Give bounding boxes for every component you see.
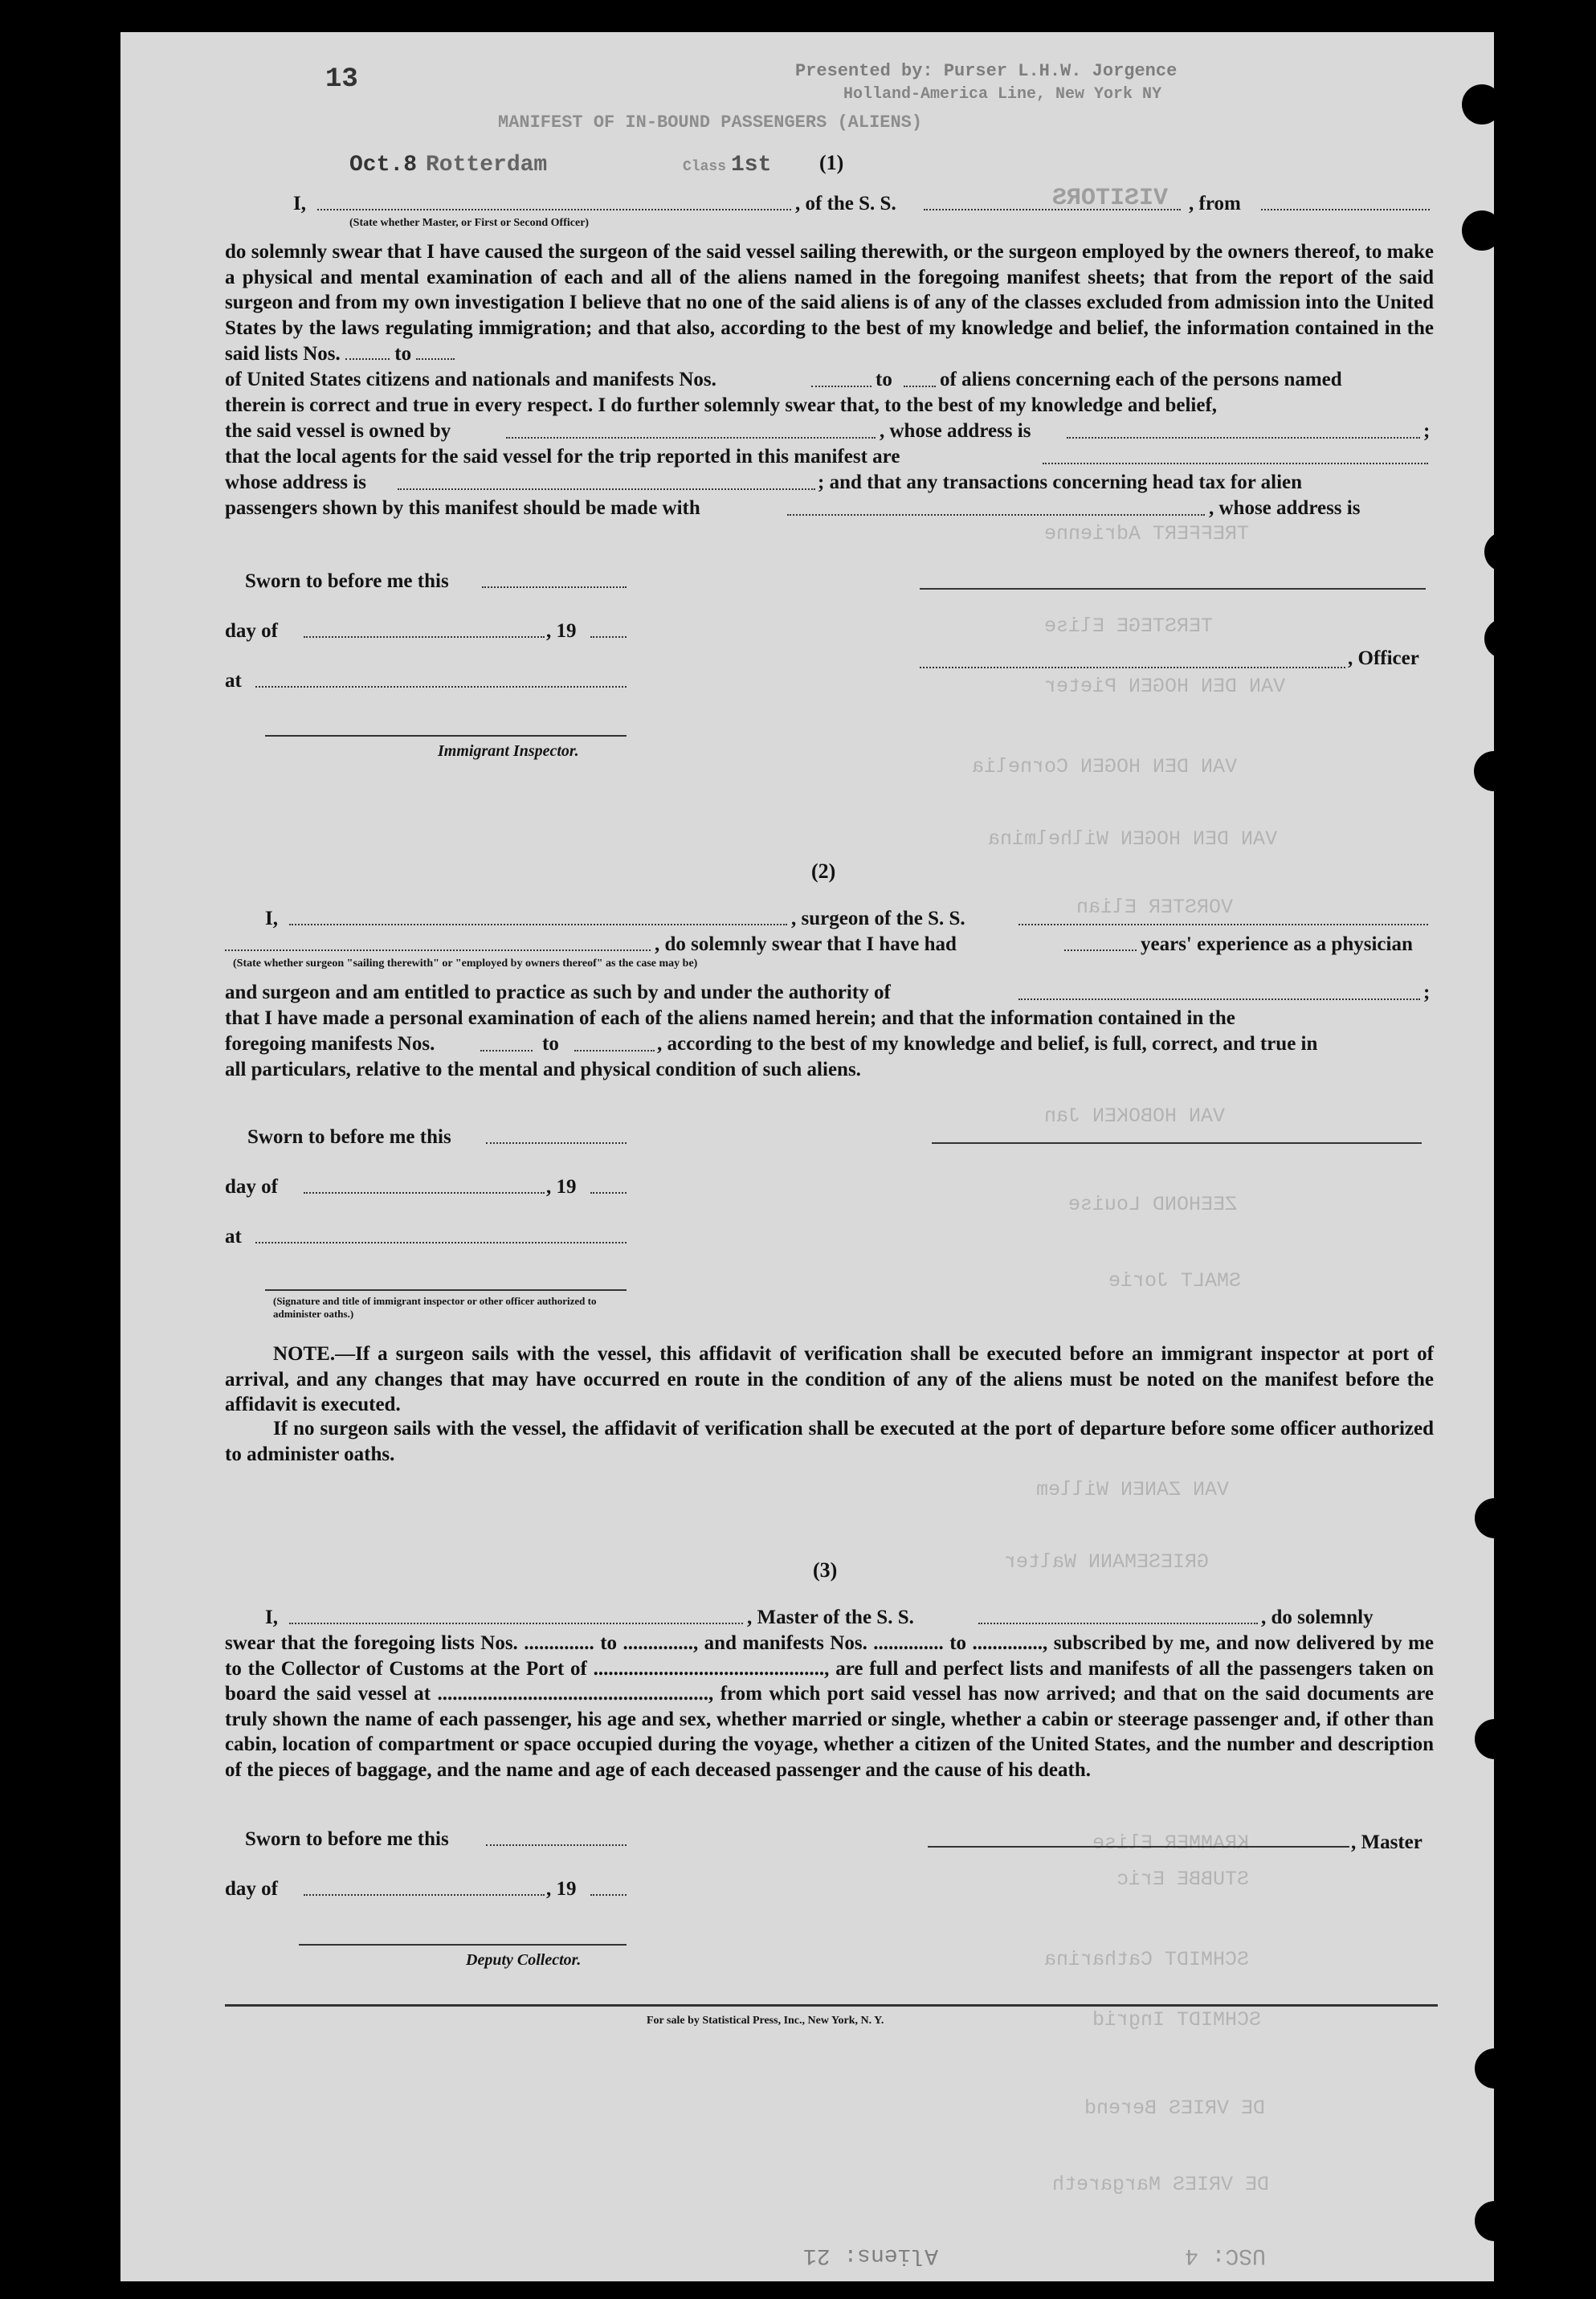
s1-inspector-line <box>265 735 627 737</box>
s1-line-a-blank <box>811 386 871 387</box>
section-2-number: (2) <box>811 860 836 883</box>
s3-day-of: day of <box>225 1878 278 1900</box>
s2-year: , 19 <box>546 1176 577 1198</box>
s2-to-line <box>574 1050 655 1051</box>
s1-inspector: Immigrant Inspector. <box>438 742 579 760</box>
s1-line-e1: whose address is <box>225 472 366 493</box>
document-page <box>120 32 1494 2281</box>
s1-semicolon: ; <box>1423 420 1431 442</box>
note-label: NOTE. <box>273 1343 336 1365</box>
printer-note: For sale by Statistical Press, Inc., New York, N. Y. <box>647 2015 884 2027</box>
s2-state-note: (State whether surgeon "sailing therewith" or "employed by owners thereof" as the case may be) <box>233 958 698 970</box>
s2-line-c1: foregoing manifests Nos. <box>225 1033 435 1055</box>
punch-hole <box>1475 2048 1515 2089</box>
s1-from: , from <box>1189 193 1241 214</box>
s3-paragraph: swear that the foregoing lists Nos. .............. to .............., and manifests Nos. .............. to .............., subscribed by me, and now delivered by me to the Collector of Customs at the Port of .............................................., are full and perfect lists and manifests of all the passengers taken on board the said vessel at ......................................................, from which port said vessel has now arrived; and that on the said documents are truly shown the name of each passenger, his age and sex, whether married or single, whether a cabin or steerage passenger and, if other than cabin, location of compartment or space occupied during the voyage, whether a citizen of the United States, and the number and description of the pieces of baggage, and the name and age of each deceased passenger and the cause of his death. <box>225 1632 1434 1781</box>
class-label: Class <box>683 159 727 175</box>
s2-surgeon: , surgeon of the S. S. <box>791 908 965 929</box>
manifest-title: MANIFEST OF IN-BOUND PASSENGERS (ALIENS) <box>498 112 923 133</box>
date-stamp: Oct.8 <box>349 153 418 178</box>
s2-authority-line <box>1018 998 1420 1000</box>
s2-semicolon: ; <box>1423 982 1431 1003</box>
s1-line-e2: ; and that any transactions concerning head tax for alien <box>818 472 1303 493</box>
s1-at: at <box>225 670 242 692</box>
s1-owner-line <box>506 437 876 439</box>
bleed-through-name: STUBBE Eric <box>1116 1868 1250 1891</box>
s1-headtax-line <box>787 514 1205 516</box>
s1-line-c1: the said vessel is owned by <box>225 420 451 442</box>
s1-para1: do solemnly swear that I have caused the surgeon of the said vessel sailing therewith, or the surgeon employed by the owners thereof, to make a physical and mental examination of each and all of the aliens named in the foregoing manifest sheets; that from the report of the said surgeon and from my own investigation I believe that no one of the said aliens is of any of the classes excluded from admission into the United States by the laws regulating immigration; and that also, according to the best of my knowledge and belief, the information contained in the said lists Nos. <box>225 241 1434 365</box>
s3-deputy-line <box>299 1944 627 1946</box>
s2-sig-note: (Signature and title of immigrant inspector or other officer authorized to administer oaths.) <box>273 1295 597 1320</box>
s3-do-solemnly: , do solemnly <box>1261 1607 1374 1628</box>
s2-officer-line <box>265 1289 627 1291</box>
bleed-through-name: GRIESEMANN Walter <box>1004 1550 1210 1574</box>
s1-sworn: Sworn to before me this <box>245 570 449 592</box>
bleed-through-name: VAN DEN HOGEN Pieter <box>1044 675 1286 698</box>
s1-state-note: (State whether Master, or First or Second Officer) <box>349 217 590 229</box>
section-1-number: (1) <box>819 151 844 174</box>
bleed-through-name: DE VRIES Margareth <box>1052 2173 1270 2196</box>
s1-year-line <box>590 636 627 638</box>
s2-sworn: Sworn to before me this <box>247 1126 451 1148</box>
section-3-number: (3) <box>813 1558 838 1582</box>
punch-hole <box>1484 619 1525 659</box>
s1-i-label: I, <box>293 193 306 214</box>
presented-by-line2: Holland-America Line, New York NY <box>843 85 1162 104</box>
s3-ship-line <box>978 1623 1258 1624</box>
s2-years: years' experience as a physician <box>1141 933 1413 955</box>
class-value: 1st <box>731 153 772 178</box>
port-from: Rotterdam <box>426 153 548 178</box>
s2-day-line <box>304 1192 545 1194</box>
s2-swear: , do solemnly swear that I have had <box>655 933 957 955</box>
s3-master: , Master <box>1351 1831 1423 1853</box>
s3-master-of: , Master of the S. S. <box>747 1607 914 1628</box>
s1-to-2: to <box>876 369 892 390</box>
s1-at-line <box>255 686 627 688</box>
s1-line-b: therein is correct and true in every respect. I do further solemnly swear that, to the best of my knowledge and belief, <box>225 394 1218 416</box>
s2-line-d: all particulars, relative to the mental and physical condition of such aliens. <box>225 1059 861 1080</box>
s2-sworn-line <box>486 1142 627 1144</box>
bleed-through-name: SCHMIDT Catharina <box>1044 1948 1250 1971</box>
s1-agents-line <box>1043 463 1428 464</box>
bleed-through-name: TREFFERT Adrienne <box>1044 522 1250 545</box>
punch-hole <box>1484 532 1525 572</box>
s2-sig-line <box>932 1142 1422 1144</box>
bleed-through-name: VAN ZANEN Willem <box>1036 1478 1230 1501</box>
s1-name-line <box>317 209 791 210</box>
s3-year: , 19 <box>546 1878 577 1900</box>
s2-line-c3: , according to the best of my knowledge and belief, is full, correct, and true in <box>657 1033 1318 1055</box>
s3-day-line <box>304 1894 545 1896</box>
bleed-through-name: VAN HOBOKEN Jan <box>1044 1105 1226 1128</box>
presented-by: Presented by: Purser L.H.W. Jorgence <box>795 61 1178 81</box>
punch-hole <box>1474 751 1514 791</box>
s1-line-d: that the local agents for the said vessel for the trip reported in this manifest are <box>225 446 900 468</box>
s2-years-line <box>1064 949 1137 951</box>
bleed-through-name: VAN DEN HOGEN Cornelia <box>972 755 1238 778</box>
bleed-through-name: ZEEHOND Louise <box>1068 1193 1238 1216</box>
note-paragraph-1 <box>225 1341 1434 1418</box>
note-text-1: —If a surgeon sails with the vessel, this affidavit of verification shall be executed before an immigrant inspector at port of arrival, and any changes that may have occurred en route in the condition of any of the aliens must be noted on the manifest before the affidavit is executed. <box>225 1343 1434 1415</box>
s3-deputy: Deputy Collector. <box>466 1951 582 1969</box>
s2-day-of: day of <box>225 1176 278 1198</box>
s1-to: to <box>394 343 412 365</box>
s1-line-a: of United States citizens and nationals and manifests Nos. <box>225 369 716 390</box>
s2-i-label: I, <box>265 908 278 929</box>
s2-year-line <box>590 1192 627 1194</box>
s1-of-ss: , of the S. S. <box>795 193 896 214</box>
bleed-through-name: VORSTER Elian <box>1076 896 1234 919</box>
bleed-through-name: SCHMIDT Ingrid <box>1092 2008 1262 2032</box>
aliens-count: Aliens: 21 <box>803 2243 939 2268</box>
bleed-through-name: TERSTEGE Elise <box>1044 615 1214 638</box>
s2-at: at <box>225 1226 242 1248</box>
note-text-2: If no surgeon sails with the vessel, the affidavit of verification shall be executed at the port of departure before some officer authorized to administer oaths. <box>225 1418 1434 1465</box>
s1-line-a2: of aliens concerning each of the persons named <box>940 369 1342 390</box>
s1-line-a-blank2 <box>904 386 936 387</box>
bleed-through-name: KRAMMER Elise <box>1092 1831 1250 1855</box>
punch-hole <box>1462 84 1502 125</box>
s1-officer-sig-line <box>920 588 1426 590</box>
bleed-through-name: SMALT Jorie <box>1108 1269 1242 1292</box>
bleed-through-name: DE VRIES Berend <box>1084 2097 1266 2120</box>
s3-sworn-line <box>486 1844 627 1846</box>
series-number: 13 <box>325 64 358 95</box>
s1-line-f1: passengers shown by this manifest should be made with <box>225 497 700 519</box>
bleed-through-name: VAN DEN HOGEN Wilhelmina <box>988 827 1278 851</box>
s1-officer: , Officer <box>1348 647 1419 669</box>
s3-master-sig-line <box>928 1846 1349 1848</box>
s1-day-line <box>304 636 545 638</box>
s3-sworn: Sworn to before me this <box>245 1828 449 1850</box>
s3-year-line <box>590 1894 627 1896</box>
s1-owner-address-line <box>1067 437 1420 439</box>
s2-line-a: and surgeon and am entitled to practice as such by and under the authority of <box>225 982 891 1003</box>
s1-agents-address-line <box>398 488 815 490</box>
s2-name-line <box>289 924 787 925</box>
s1-paragraph <box>225 239 1434 367</box>
s1-sworn-line <box>482 586 627 588</box>
note-paragraph-2 <box>225 1416 1434 1467</box>
s2-at-line <box>255 1242 627 1243</box>
punch-hole <box>1475 1498 1515 1538</box>
visitors-stamp: VISITORS <box>1052 185 1169 212</box>
s1-line-c2: , whose address is <box>880 420 1031 442</box>
s2-line-b: that I have made a personal examination of each of the aliens named herein; and that the information contained in the <box>225 1007 1235 1029</box>
usc-count: USC: 4 <box>1185 2243 1266 2268</box>
s3-i-label: I, <box>265 1607 278 1628</box>
punch-hole <box>1475 2201 1515 2241</box>
punch-hole <box>1462 210 1502 251</box>
s1-line-f2: , whose address is <box>1209 497 1361 519</box>
s1-officer-line <box>920 667 1345 668</box>
s2-line-c2: to <box>542 1033 559 1055</box>
s2-ship-line <box>1018 924 1428 925</box>
punch-hole <box>1475 1719 1515 1759</box>
s1-year: , 19 <box>546 620 577 642</box>
s2-nos-line <box>480 1050 533 1051</box>
s3-name-line <box>289 1623 743 1624</box>
bottom-rule <box>225 2004 1438 2007</box>
s2-role-line <box>225 949 651 951</box>
s1-day-of: day of <box>225 620 278 642</box>
s1-from-line <box>1261 209 1430 210</box>
s1-ship-line <box>924 209 1181 210</box>
